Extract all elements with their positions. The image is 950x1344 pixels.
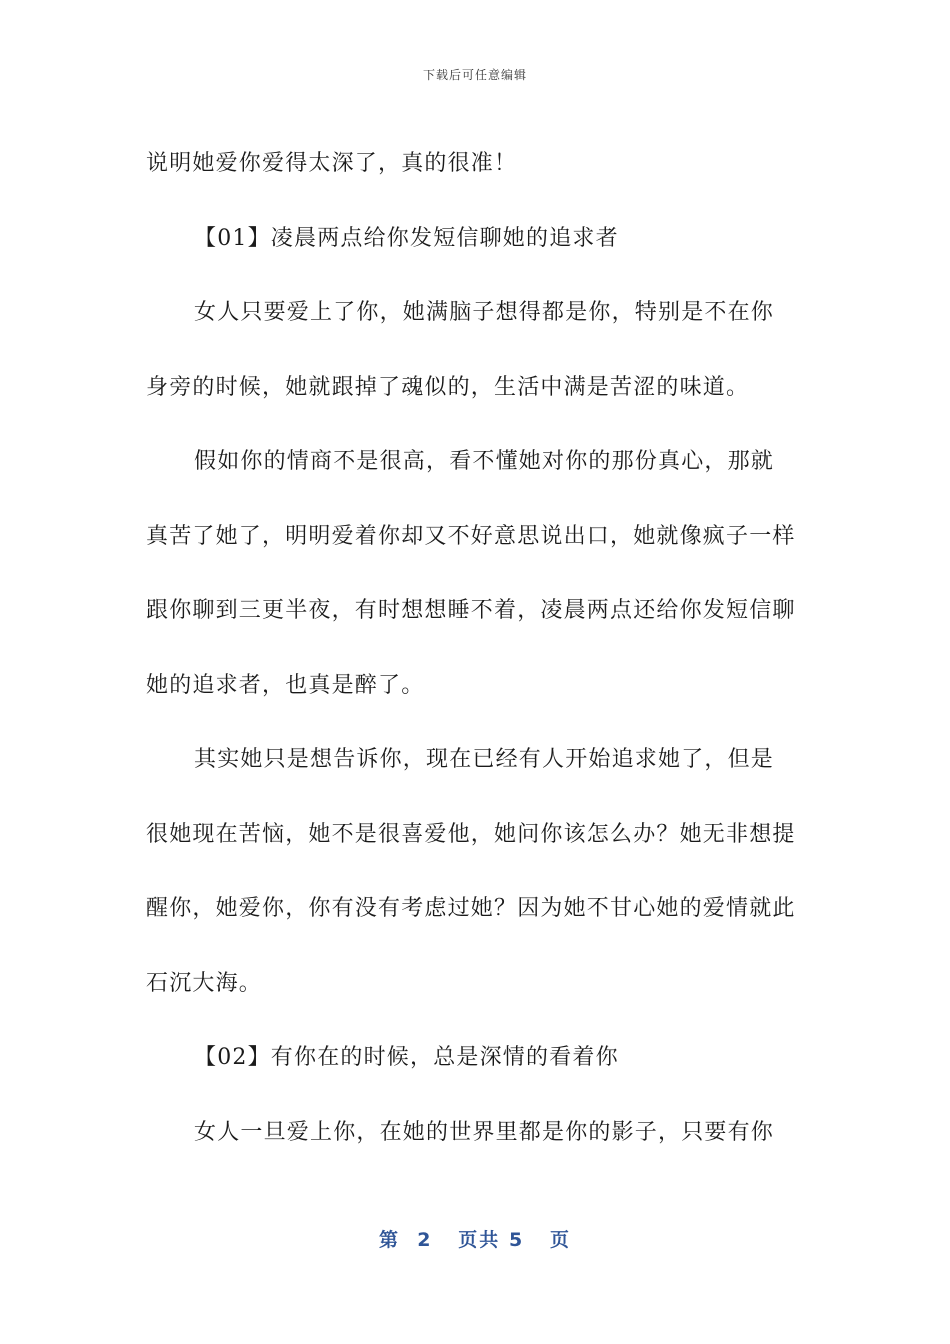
paragraph: 女人一旦爱上你，在她的世界里都是你的影子，只要有你 — [194, 1119, 775, 1145]
page-header: 下载后可任意编辑 — [422, 68, 527, 82]
paragraph: 假如你的情商不是很高，看不懂她对你的那份真心，那就真苦了她了，明明爱着你却又不好意思说出口，她就像疯子一样跟你聊到三更半夜，有时想想睡不着，凌晨两点还给你发短信聊她的追求者，也真是醉了。 — [146, 449, 796, 698]
total-pages-number: 5 — [508, 1229, 525, 1251]
paragraph: 其实她只是想告诉你，现在已经有人开始追求她了，但是很她现在苦恼，她不是很喜爱他，她问你该怎么办？她无非想提醒你，她爱你，你有没有考虑过她？因为她不甘心她的爱情就此石沉大海。 — [146, 747, 796, 996]
current-page-number: 2 — [417, 1229, 433, 1251]
paragraph-continuation: 说明她爱你爱得太深了，真的很准！ — [146, 151, 518, 176]
document-body — [146, 127, 796, 1170]
section-heading-02: 【02】有你在的时候，总是深情的看着你 — [194, 1045, 619, 1070]
footer-middle: 页共 — [458, 1229, 501, 1251]
paragraph: 女人只要爱上了你，她满脑子想得都是你，特别是不在你身旁的时候，她就跟掉了魂似的，生活中满是苦涩的味道。 — [146, 300, 775, 400]
section-heading-01: 【01】凌晨两点给你发短信聊她的追求者 — [194, 225, 619, 251]
page-footer — [0, 1225, 950, 1252]
footer-suffix: 页 — [550, 1229, 572, 1251]
footer-prefix: 第 — [378, 1229, 400, 1251]
